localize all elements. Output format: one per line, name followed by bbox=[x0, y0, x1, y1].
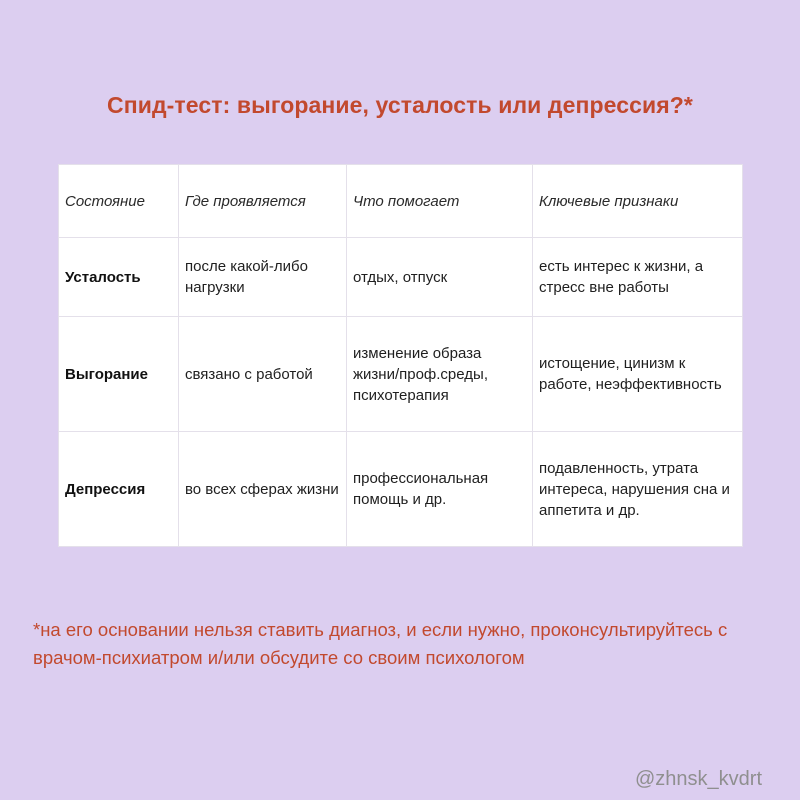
signs-cell: истощение, цинизм к работе, неэффективность bbox=[533, 317, 743, 432]
helps-cell: профессиональная помощь и др. bbox=[347, 432, 533, 547]
where-cell: после какой-либо нагрузки bbox=[179, 238, 347, 317]
header-state: Состояние bbox=[59, 165, 179, 238]
helps-cell: изменение образа жизни/проф.среды, психотерапия bbox=[347, 317, 533, 432]
header-helps: Что помогает bbox=[347, 165, 533, 238]
header-where: Где проявляется bbox=[179, 165, 347, 238]
table-row bbox=[59, 238, 743, 317]
state-cell: Депрессия bbox=[59, 432, 179, 547]
disclaimer-footnote: *на его основании нельзя ставить диагноз, и если нужно, проконсультируйтесь с врачом-психиатром и/или обсудите со своим психологом bbox=[33, 619, 728, 668]
table-row bbox=[59, 317, 743, 432]
table-header-row bbox=[59, 165, 743, 238]
state-cell: Усталость bbox=[59, 238, 179, 317]
where-cell: связано с работой bbox=[179, 317, 347, 432]
helps-cell: отдых, отпуск bbox=[347, 238, 533, 317]
signs-cell: подавленность, утрата интереса, нарушения сна и аппетита и др. bbox=[533, 432, 743, 547]
where-cell: во всех сферах жизни bbox=[179, 432, 347, 547]
state-cell: Выгорание bbox=[59, 317, 179, 432]
table-row bbox=[59, 432, 743, 547]
author-handle: @zhnsk_kvdrt bbox=[634, 768, 762, 790]
header-signs: Ключевые признаки bbox=[533, 165, 743, 238]
page-title: Спид-тест: выгорание, усталость или депрессия?* bbox=[107, 92, 693, 118]
comparison-table bbox=[58, 164, 743, 547]
signs-cell: есть интерес к жизни, а стресс вне работы bbox=[533, 238, 743, 317]
